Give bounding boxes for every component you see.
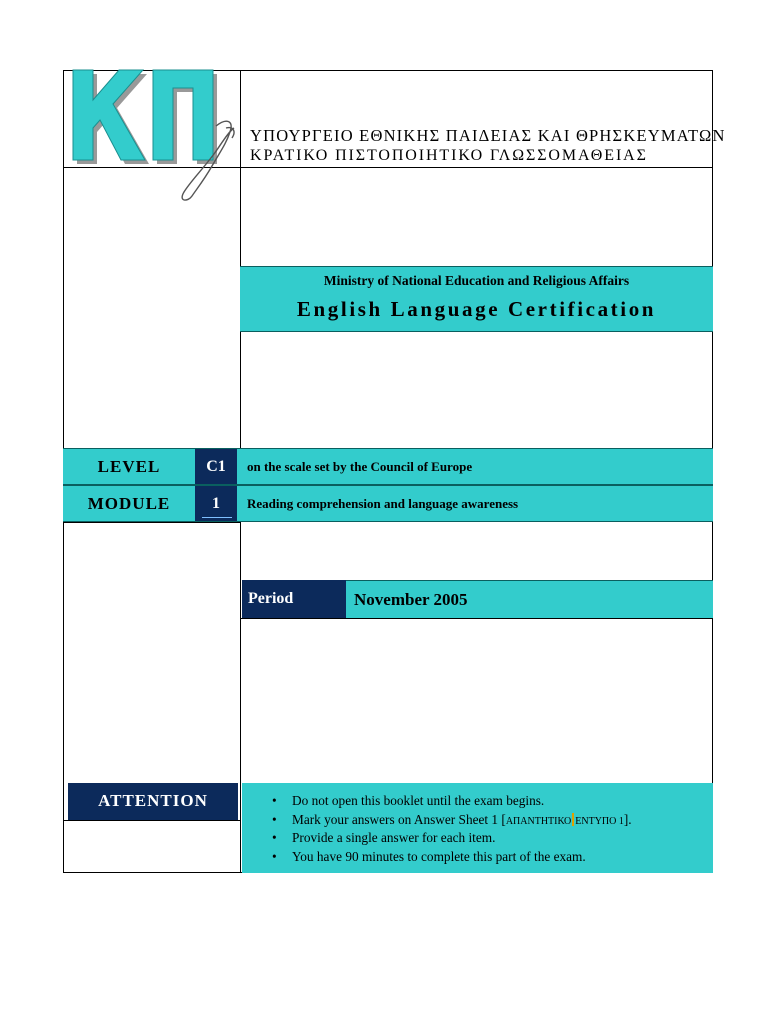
left-divider [63,522,241,523]
certification-title: English Language Certification [296,297,657,321]
ministry-title: Ministry of National Education and Religious Affairs [323,273,630,288]
greek-certificate-title: ΚΡΑΤΙΚΟ ΠΙΣΤΟΠΟΙΗΤΙΚΟ ΓΛΩΣΣΟΜΑΘΕΙΑΣ [250,147,648,164]
period-value: November 2005 [346,580,713,618]
level-label: LEVEL [97,457,161,476]
greek-ministry-title: ΥΠΟΥΡΓΕΙΟ ΕΘΝΙΚΗΣ ΠΑΙΔΕΙΑΣ ΚΑΙ ΘΡΗΣΚΕΥΜΑΤΩΝ [250,126,726,145]
level-value: C1 [195,449,237,484]
kpg-logo [66,64,246,204]
module-value: 1 [195,486,237,521]
attention-label: ATTENTION [68,783,238,820]
module-label: MODULE [87,494,171,513]
attention-list [270,792,710,866]
text-cursor-mark [572,813,574,826]
period-label: Period [242,580,346,618]
attention-item: • Do not open this booklet until the exam begins. [270,792,710,811]
level-description: on the scale set by the Council of Europe [247,459,473,474]
attention-item: • Provide a single answer for each item. [270,829,710,848]
module-value-underline [202,517,232,518]
answer-sheet-greek-number: ΕΝΤΥΠΟ 1 [575,815,624,827]
attention-item: • You have 90 minutes to complete this part of the exam. [270,848,710,867]
answer-sheet-close: ]. [623,811,632,827]
attention-item [270,811,710,830]
answer-sheet-greek: ΑΠΑΝΤΗΤΙΚΟ [505,815,572,827]
period-divider [240,618,713,619]
module-description: Reading comprehension and language awareness [247,496,519,511]
attention-item-text: Mark your answers on Answer Sheet 1 [ [292,811,506,827]
attention-divider [63,820,241,821]
